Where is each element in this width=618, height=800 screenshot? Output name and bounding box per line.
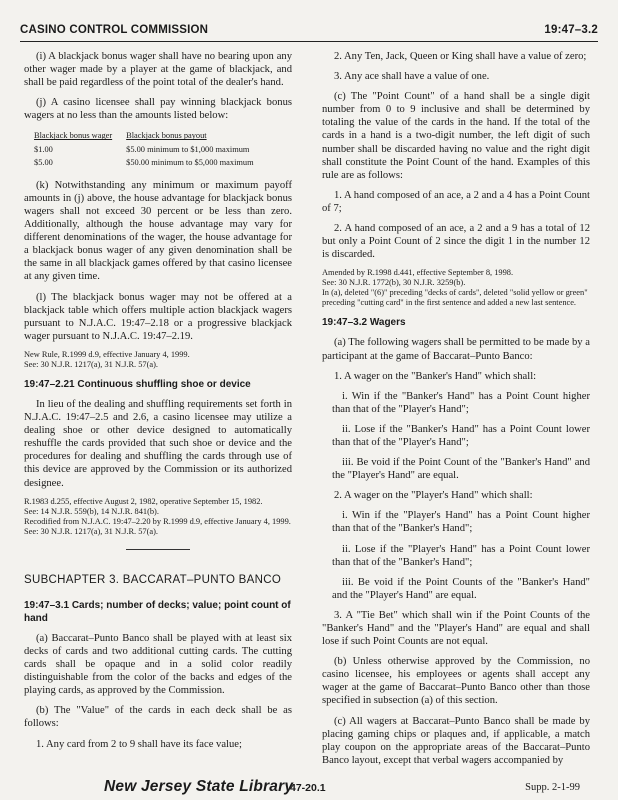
note-line: In (a), deleted "(6)" preceding "decks of cards", deleted "solid yellow or green" preceding "cutting card" in the first sentence and added a new last sentence. <box>322 288 588 308</box>
paragraph-j: (j) A casino licensee shall pay winning blackjack bonus wagers at no less than the amounts listed below: <box>24 97 292 122</box>
paragraph-3-2-c: (c) All wagers at Baccarat–Punto Banco shall be made by placing gaming chips or plaques and, if applicable, a match play coupon on the appropriate areas of the Baccarat–Punto Banco layout, except that verbal wagers accompanied by <box>322 715 590 766</box>
header-title: CASINO CONTROL COMMISSION <box>20 24 209 36</box>
table-header-row <box>34 129 268 142</box>
running-header <box>20 24 598 36</box>
page-footer <box>0 778 618 798</box>
paragraph-c: (c) The "Point Count" of a hand shall be a single digit number from 0 to 9 inclusive and shall be determined by totaling the value of the cards in the hand. If the total of the cards in a hand is a two-digit number, the left digit of such number shall be discarded having no value and the right digit shall constitute the Point Count of the hand. Examples of this rule are as follows: <box>322 91 590 181</box>
note-line: Amended by R.1998 d.441, effective September 8, 1998. <box>322 268 514 278</box>
section-heading: 19:47–3.1 Cards; number of decks; value; point count of hand <box>24 599 291 624</box>
table-cell: $1.00 <box>34 144 53 154</box>
paragraph-a1: 1. A wager on the "Banker's Hand" which shall: <box>334 370 537 382</box>
paragraph-a2-i: i. Win if the "Player's Hand" has a Point Count higher than that of the "Banker's Hand"; <box>332 510 590 535</box>
paragraph-a1-i: i. Win if the "Banker's Hand" has a Point Count higher than that of the "Player's Hand"; <box>332 390 590 415</box>
table-cell: $50.00 minimum to $5,000 maximum <box>126 157 254 167</box>
history-note <box>322 268 590 308</box>
paragraph-a2: 2. A wager on the "Player's Hand" which shall: <box>334 490 533 502</box>
paragraph-a2-ii: ii. Lose if the "Player's Hand" has a Point Count lower than that of the "Banker's Hand"; <box>332 543 590 568</box>
supplement-date: Supp. 2-1-99 <box>525 782 580 793</box>
header-rule <box>20 41 598 42</box>
note-line: New Rule, R.1999 d.9, effective January 4, 1999. <box>24 349 190 359</box>
library-stamp: New Jersey State Library <box>104 778 294 795</box>
note-line: See: 14 N.J.R. 559(b), 14 N.J.R. 841(b). <box>24 506 159 516</box>
section-heading: 19:47–2.21 Continuous shuffling shoe or device <box>24 378 251 390</box>
paragraph-3-1-b: (b) The "Value" of the cards in each deck shall be as follows: <box>24 705 292 730</box>
table-header: Blackjack bonus payout <box>126 131 207 141</box>
note-line: See: 30 N.J.R. 1772(b), 30 N.J.R. 3259(b). <box>322 278 466 288</box>
paragraph-a3: 3. A "Tie Bet" which shall win if the Point Counts of the "Banker's Hand" and the "Player's Hand" are equal and shall lose if such Point Counts are not equal. <box>322 609 590 648</box>
paragraph-b3: 3. Any ace shall have a value of one. <box>334 71 490 83</box>
section-divider <box>126 549 190 550</box>
paragraph-i: (i) A blackjack bonus wager shall have no bearing upon any other wager made by a player at the game of blackjack, and shall be paid regardless of the point total of the dealer's hand. <box>24 51 292 89</box>
paragraph-b2: 2. Any Ten, Jack, Queen or King shall have a value of zero; <box>334 51 587 62</box>
right-column <box>322 50 590 774</box>
paragraph-c2: 2. A hand composed of an ace, a 2 and a 9 has a total of 12 but only a Point Count of 2 since the digit 1 in the number 12 is discarded. <box>322 223 590 261</box>
note-line: R.1983 d.255, effective August 2, 1982, operative September 15, 1982. <box>24 496 263 506</box>
note-line: Recodified from N.J.A.C. 19:47–2.20 by R.1999 d.9, effective January 4, 1999. <box>24 516 291 526</box>
paragraph-a2-iii: iii. Be void if the Point Counts of the "Banker's Hand" and the "Player's Hand" are equal. <box>332 576 590 601</box>
history-note <box>24 350 292 370</box>
note-line: See: 30 N.J.R. 1217(a), 31 N.J.R. 57(a). <box>24 526 158 536</box>
table-header: Blackjack bonus wager <box>34 131 113 141</box>
history-note <box>24 497 292 537</box>
header-section: 19:47–3.2 <box>544 24 598 36</box>
table-cell: $5.00 minimum to $1,000 maximum <box>126 144 250 154</box>
table-row <box>34 143 268 156</box>
paragraph-l: (l) The blackjack bonus wager may not be offered at a blackjack table which offers multiple action blackjack wagers pursuant to N.J.A.C. 19:47–2.18 or a progressive blackjack wager pursuant to N.J.A.C. 19:47–2.19. <box>24 291 292 342</box>
paragraph-a1-ii: ii. Lose if the "Banker's Hand" has a Point Count lower than that of the "Player's Hand"; <box>332 423 590 448</box>
left-column <box>24 50 292 758</box>
table-cell: $5.00 <box>34 157 53 167</box>
paragraph-c1: 1. A hand composed of an ace, a 2 and a 4 has a Point Count of 7; <box>322 189 590 214</box>
paragraph-3-2-b: (b) Unless otherwise approved by the Commission, no casino licensee, his employees or agents shall accept any wager at the game of Baccarat–Punto Banco other than those specified in subsection (a) of this section. <box>322 656 590 707</box>
page-number: 47-20.1 <box>290 782 326 794</box>
section-heading: 19:47–3.2 Wagers <box>322 317 406 329</box>
paragraph-2-21: In lieu of the dealing and shuffling requirements set forth in N.J.A.C. 19:47–2.5 and 2.6, a casino licensee may utilize a dealing shoe or other device designed to automatically reshuffle the cards provided that such shoe or device and the procedures for dealing and shuffling the cards through use of this device are approved by the Commission or its authorized designee. <box>24 398 292 489</box>
bonus-payout-table <box>34 129 268 168</box>
paragraph-3-2-a: (a) The following wagers shall be permitted to be made by a participant at the game of Baccarat–Punto Banco: <box>322 337 590 362</box>
paragraph-a1-iii: iii. Be void if the Point Count of the "Banker's Hand" and the "Player's Hand" are equal. <box>332 457 590 482</box>
paragraph-3-1-a: (a) Baccarat–Punto Banco shall be played with at least six decks of cards and two additional cutting cards. The cutting cards shall be opaque and in a solid color readily distinguishable from the color of the backs and edges of the playing cards, as approved by the Commission. <box>24 632 292 697</box>
table-row <box>34 156 268 169</box>
paragraph-3-1-b1: 1. Any card from 2 to 9 shall have its face value; <box>36 738 242 750</box>
paragraph-k: (k) Notwithstanding any minimum or maximum payoff amounts in (j) above, the house advantage for blackjack bonus wagers shall not exceed 30 percent or be less than zero. Additionally, although the house advantage may vary for different denominations of the wager, the house advantage for a blackjack bonus wager of any given denomination shall be the same in all blackjack games offered by that casino licensee at any given time. <box>24 179 292 283</box>
subchapter-heading: SUBCHAPTER 3. BACCARAT–PUNTO BANCO <box>24 573 282 586</box>
note-line: See: 30 N.J.R. 1217(a), 31 N.J.R. 57(a). <box>24 359 158 369</box>
